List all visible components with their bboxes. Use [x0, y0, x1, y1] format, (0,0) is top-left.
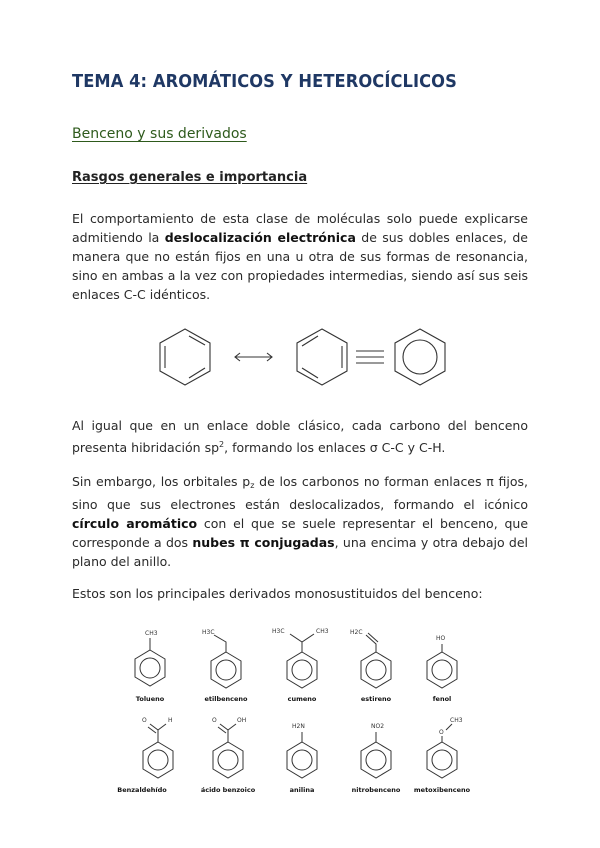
text-run: Sin embargo, los orbitales p — [72, 474, 251, 489]
cumene-group-left: H3C — [272, 628, 285, 635]
aniline-label: anilina — [289, 786, 315, 794]
text-run: , formando los enlaces σ C-C y C-H. — [224, 440, 446, 455]
paragraph-delocalization — [72, 209, 528, 304]
nitrobenzene-label: nitrobenceno — [351, 786, 401, 794]
text-run: de los carbonos no forman enlaces π fijos, sino que sus electrones están deslocalizados, formando el icónico — [72, 474, 528, 512]
toluene-structure — [135, 630, 165, 703]
text-run: con el que se suele representar el benceno, que corresponde a dos — [72, 516, 529, 550]
cumene-group-right: CH3 — [316, 628, 329, 635]
bold-term: círculo aromático — [72, 516, 198, 531]
resonance-diagram — [150, 322, 450, 392]
aromatic-circle-structure — [395, 329, 445, 385]
phenol-label: fenol — [432, 695, 452, 703]
superscript: 2 — [219, 440, 225, 449]
benzaldehyde-group-right: H — [168, 717, 173, 724]
methoxybenzene-structure — [414, 717, 471, 794]
bold-term: deslocalización electrónica — [164, 230, 356, 245]
section-title: Benceno y sus derivados — [72, 126, 247, 142]
nitrobenzene-group: NO2 — [371, 723, 385, 730]
text-run: de sus dobles enlaces, de manera que no están fijos en una u otra de sus formas de resonancia, sino en ambas a la vez con propiedades intermedias, siendo así sus seis enlaces C-C idénticos. — [72, 230, 528, 302]
equivalence-sign — [356, 351, 384, 363]
kekule-structure-2 — [297, 329, 347, 385]
benzoic-acid-group-left: O — [212, 717, 217, 724]
derivatives-figure — [110, 620, 500, 800]
paragraph-hybridization — [72, 416, 528, 457]
benzaldehyde-group-left: O — [142, 717, 147, 724]
toluene-label: Tolueno — [135, 695, 165, 703]
methoxybenzene-group-right: CH3 — [450, 717, 463, 724]
subsection-title: Rasgos generales e importancia — [72, 170, 308, 185]
paragraph-derivatives-intro: Estos son los principales derivados monosustituidos del benceno: — [72, 586, 483, 601]
kekule-structure-1 — [160, 329, 210, 385]
methoxybenzene-group-left: O — [439, 729, 444, 736]
ethylbenzene-structure — [202, 629, 248, 703]
ethylbenzene-label: etilbenceno — [204, 695, 248, 703]
styrene-label: estireno — [360, 695, 392, 703]
ethylbenzene-group: H3C — [202, 629, 215, 636]
aniline-group: H2N — [292, 723, 305, 730]
benzoic-acid-label: ácido benzoico — [200, 786, 256, 794]
paragraph-aromatic-circle — [72, 472, 528, 571]
text-run: El comportamiento de esta clase de moléculas solo puede explicarse admitiendo la — [72, 211, 528, 245]
benzaldehyde-label: Benzaldehído — [117, 786, 167, 794]
nitrobenzene-structure — [352, 723, 401, 794]
bold-term: nubes π conjugadas — [192, 535, 335, 550]
phenol-structure — [427, 635, 457, 703]
subscript: z — [250, 481, 255, 490]
benzoic-acid-group-right: OH — [237, 717, 247, 724]
page-title: TEMA 4: AROMÁTICOS Y HETEROCÍCLICOS — [72, 72, 457, 92]
text-run: Al igual que en un enlace doble clásico, cada carbono del benceno presenta hibridación sp — [72, 418, 528, 455]
toluene-group: CH3 — [145, 630, 158, 637]
aniline-structure — [287, 723, 317, 794]
styrene-group: H2C — [350, 629, 363, 636]
cumene-label: cumeno — [287, 695, 317, 703]
resonance-arrow — [235, 353, 272, 361]
cumene-structure — [272, 628, 329, 703]
methoxybenzene-label: metoxibenceno — [413, 786, 471, 794]
styrene-structure — [350, 629, 392, 703]
phenol-group: HO — [436, 635, 446, 642]
benzoic-acid-structure — [201, 717, 256, 794]
text-run: , una encima y otra debajo del plano del anillo. — [72, 535, 529, 569]
benzaldehyde-structure — [117, 717, 173, 794]
